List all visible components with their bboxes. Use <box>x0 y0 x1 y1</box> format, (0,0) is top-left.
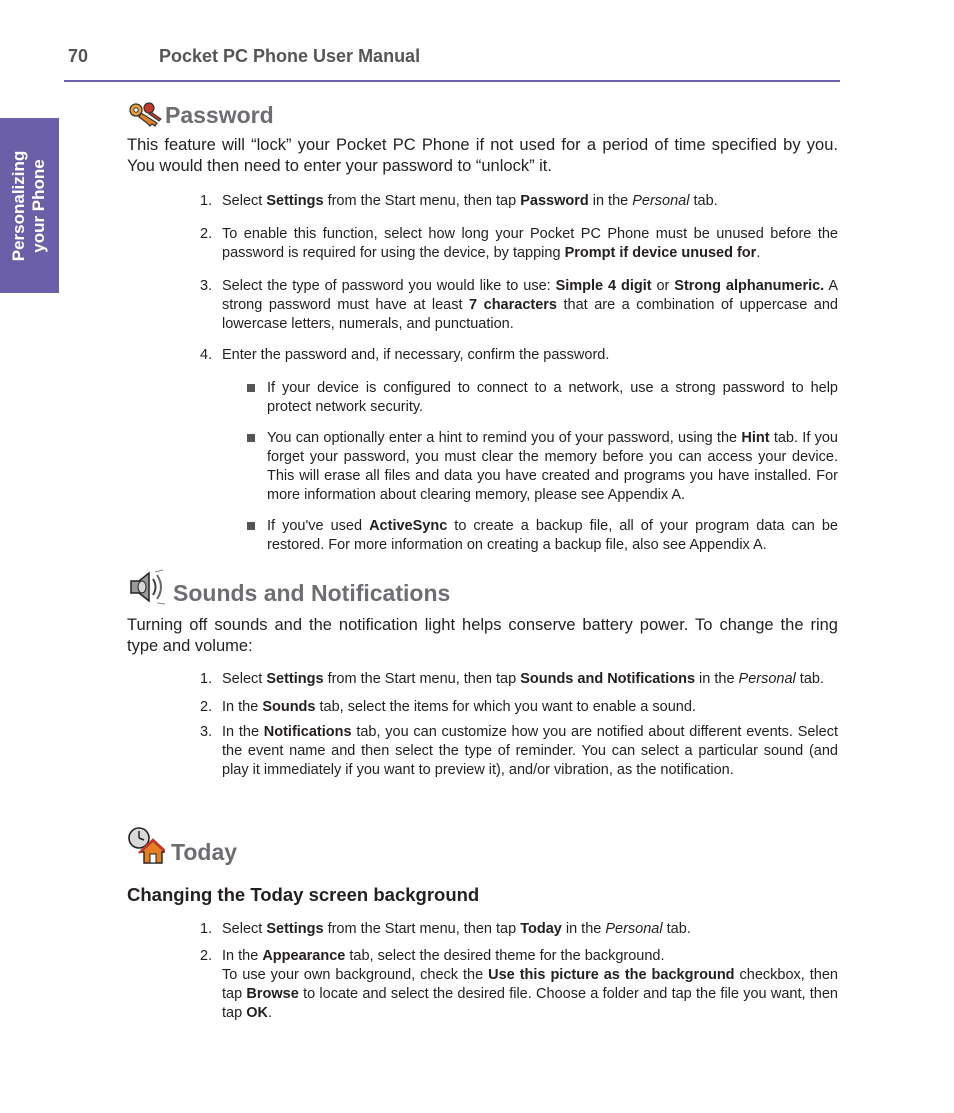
page-number: 70 <box>68 46 89 66</box>
password-step-4: 4. Enter the password and, if necessary, confirm the password. <box>200 347 610 363</box>
step-number: 2. <box>200 948 213 964</box>
side-tab-line-1: Personalizing <box>9 150 28 262</box>
step-number: 3. <box>200 278 213 294</box>
sounds-intro: Turning off sounds and the notification light helps conserve battery power. To change the ring type and volume: <box>127 616 838 655</box>
sounds-step-1: 1. Select Settings from the Start menu, then tap Sounds and Notifications in the Personal tab. <box>200 669 838 690</box>
bullet-square-icon <box>247 434 255 442</box>
sounds-heading <box>127 569 450 605</box>
sounds-title: Sounds and Notifications <box>173 580 451 606</box>
password-steps <box>200 192 838 365</box>
password-notes <box>246 379 838 555</box>
password-intro: This feature will “lock” your Pocket PC Phone if not used for a period of time specified by you. You would then need to enter your password to “unlock” it. <box>127 136 838 175</box>
sounds-step-3: 3. In the Notifications tab, you can customize how you are notified about different events. Select the event name and then select the type of reminder. You can select a particular sound (and play it immediately if you want to preview it), and/or vibration, as the notification. <box>200 724 838 778</box>
password-note-2: You can optionally enter a hint to remind you of your password, using the Hint tab. If you forget your password, you must clear the memory before you can access your device. This will erase all files and data you have created and programs you have installed. For more information about clearing memory, please see Appendix A. <box>246 429 838 505</box>
password-heading <box>127 101 274 127</box>
password-step-2: 2. To enable this function, select how long your Pocket PC Phone must be unused before the password is required for using the device, by tapping Prompt if device unused for. <box>200 226 838 261</box>
today-subheading: Changing the Today screen background <box>127 884 480 905</box>
step-number: 1. <box>200 193 213 209</box>
bullet-square-icon <box>247 384 255 392</box>
today-steps <box>200 920 838 1023</box>
speaker-icon <box>127 569 167 605</box>
side-tab-line-2: your Phone <box>29 159 48 253</box>
step-number: 1. <box>200 921 213 937</box>
step-number: 2. <box>200 226 213 242</box>
side-tab-label <box>9 119 49 294</box>
bullet-square-icon <box>247 522 255 530</box>
password-note-3: If you've used ActiveSync to create a backup file, all of your program data can be restored. For more information on creating a backup file, also see Appendix A. <box>246 517 838 555</box>
step-number: 1. <box>200 671 213 687</box>
section-side-tab <box>0 118 59 293</box>
step-number: 2. <box>200 699 213 715</box>
password-step-3: 3. Select the type of password you would like to use: Simple 4 digit or Strong alphanumeric. A strong password must have at least 7 characters that are a combination of uppercase and lowercase letters, numerals, and punctuation. <box>200 278 838 332</box>
keys-icon <box>127 101 163 127</box>
today-heading <box>127 826 237 864</box>
running-title: Pocket PC Phone User Manual <box>159 46 421 66</box>
today-step-1: 1. Select Settings from the Start menu, then tap Today in the Personal tab. <box>200 921 691 937</box>
password-title: Password <box>165 102 274 128</box>
today-step-2: 2. In the Appearance tab, select the desired theme for the background. To use your own background, check the Use this picture as the background checkbox, then tap Browse to locate and select the desired file. Choose a folder and tap the file you want, then tap OK. <box>200 948 838 1021</box>
password-step-1: 1. Select Settings from the Start menu, then tap Password in the Personal tab. <box>200 193 718 209</box>
today-house-icon <box>127 826 165 864</box>
step-number: 3. <box>200 724 213 740</box>
password-note-1: If your device is configured to connect to a network, use a strong password to help protect network security. <box>246 379 838 417</box>
sounds-step-2: 2. In the Sounds tab, select the items for which you want to enable a sound. <box>200 699 696 715</box>
page-header <box>64 44 840 82</box>
sounds-steps <box>200 669 838 780</box>
today-title: Today <box>171 839 238 865</box>
step-number: 4. <box>200 347 213 363</box>
